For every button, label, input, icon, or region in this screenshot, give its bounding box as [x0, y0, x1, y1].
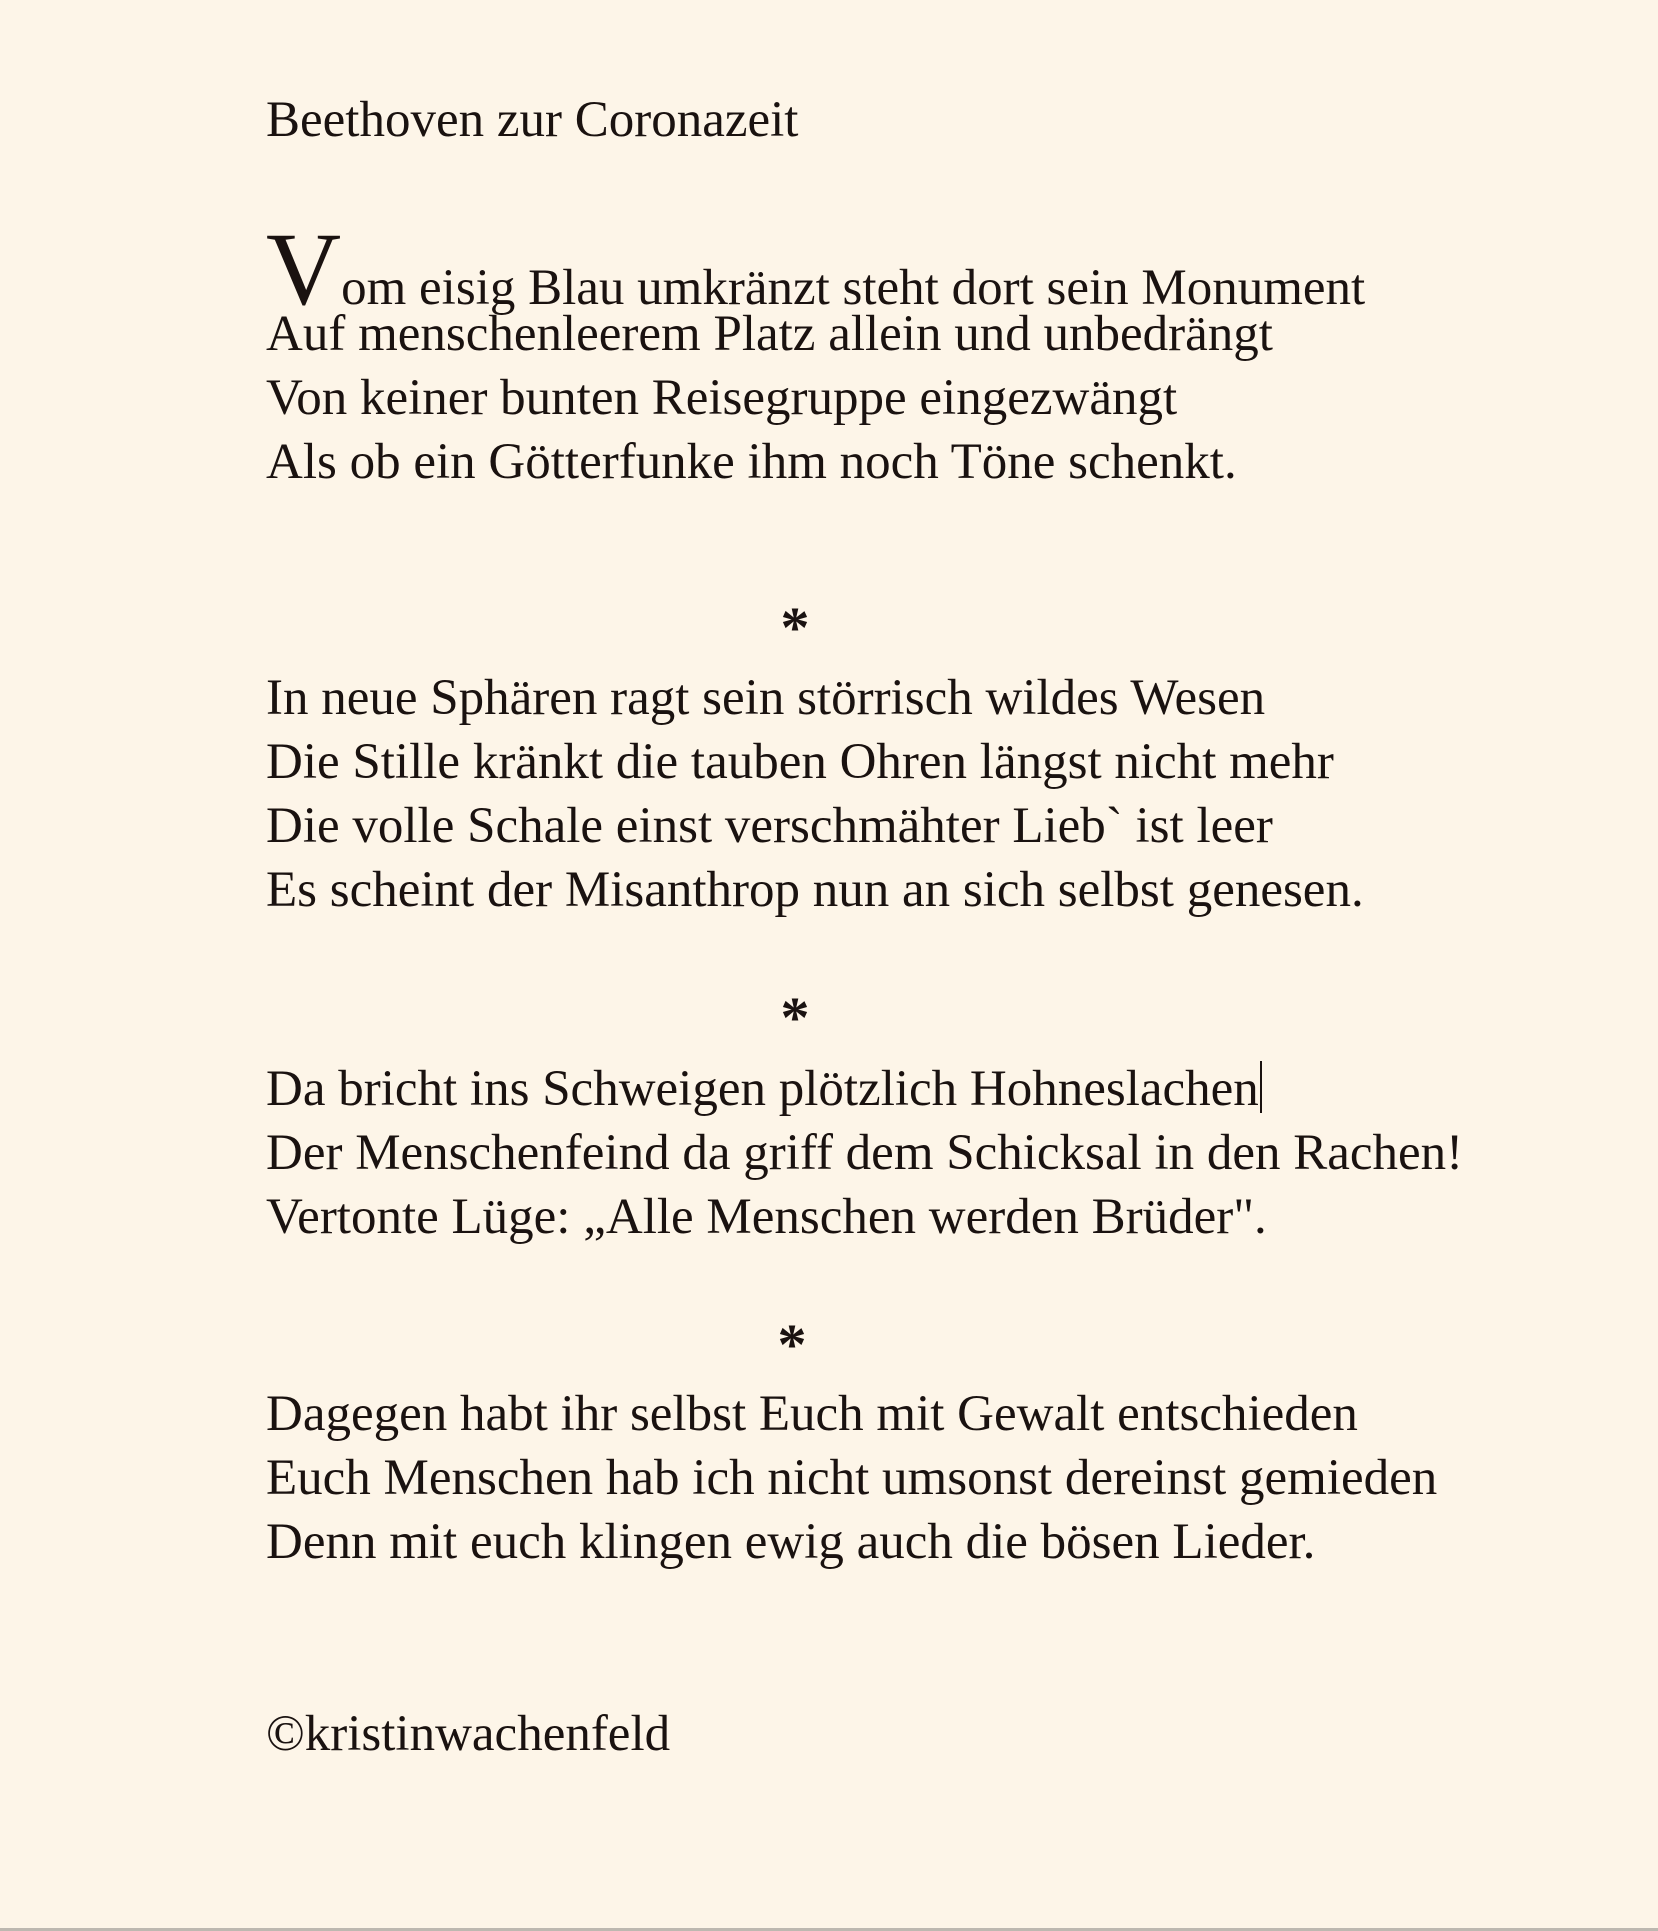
stanza-1 [266, 212, 1366, 494]
poem-title: Beethoven zur Coronazeit [266, 92, 799, 148]
stanza-2-line-4: Es scheint der Misanthrop nun an sich selbst genesen. [266, 862, 1364, 918]
stanza-divider-3: * [777, 1312, 807, 1377]
text-cursor [1260, 1061, 1262, 1113]
stanza-4 [266, 1382, 1437, 1574]
stanza-2-line-1: In neue Sphären ragt sein störrisch wildes Wesen [266, 670, 1266, 726]
stanza-2-line-2: Die Stille kränkt die tauben Ohren längst nicht mehr [266, 734, 1334, 790]
stanza-4-line-2: Euch Menschen hab ich nicht umsonst dereinst gemieden [266, 1450, 1438, 1506]
stanza-3-line-3: Vertonte Lüge: „Alle Menschen werden Brüder". [266, 1189, 1267, 1245]
stanza-1-line-2: Auf menschenleerem Platz allein und unbedrängt [266, 306, 1273, 362]
stanza-1-line-3: Von keiner bunten Reisegruppe eingezwängt [266, 370, 1178, 426]
stanza-divider-1: * [780, 595, 810, 660]
stanza-divider-2: * [780, 985, 810, 1050]
stanza-3-line-1[interactable] [266, 1057, 1463, 1121]
copyright-notice: ©kristinwachenfeld [266, 1706, 671, 1762]
stanza-3-line-1-text: Da bricht ins Schweigen plötzlich Hohneslachen [266, 1061, 1259, 1117]
stanza-1-line-1 [266, 212, 1366, 327]
stanza-2-line-3: Die volle Schale einst verschmähter Lieb` ist leer [266, 798, 1273, 854]
drop-cap: V [266, 212, 342, 327]
first-line-text: om eisig Blau umkränzt steht dort sein Monument [341, 260, 1366, 316]
stanza-4-line-1: Dagegen habt ihr selbst Euch mit Gewalt entschieden [266, 1386, 1358, 1442]
stanza-4-line-3: Denn mit euch klingen ewig auch die bösen Lieder. [266, 1514, 1316, 1570]
stanza-1-line-4: Als ob ein Götterfunke ihm noch Töne schenkt. [266, 434, 1237, 490]
stanza-2 [266, 666, 1364, 922]
stanza-3 [266, 1057, 1463, 1249]
stanza-3-line-2: Der Menschenfeind da griff dem Schicksal in den Rachen! [266, 1125, 1464, 1181]
